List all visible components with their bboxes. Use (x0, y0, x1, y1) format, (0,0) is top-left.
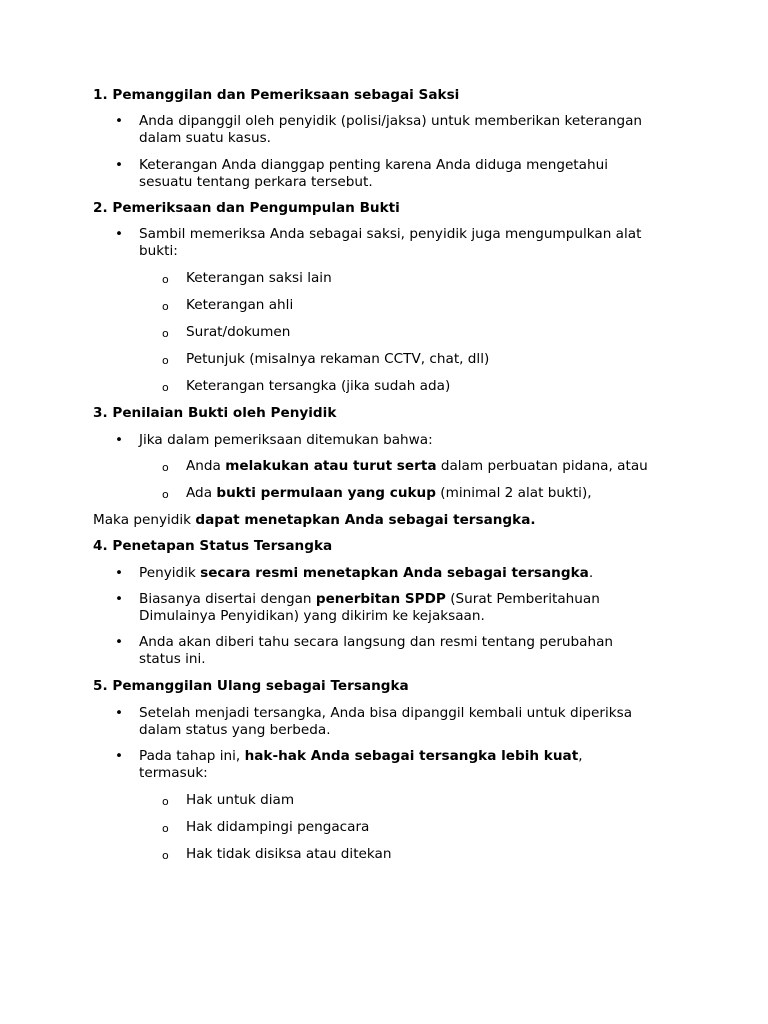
sub-item-text: Hak untuk diam (186, 792, 295, 808)
sub-bullet-mark: o (162, 795, 169, 808)
sub-bullet-mark: o (162, 354, 169, 367)
bullet-line-2: Dimulainya Penyidikan) yang dikirim ke kejaksaan. (139, 608, 485, 624)
bullet-pre: Biasanya disertai dengan (139, 591, 316, 607)
conclusion-bold: dapat menetapkan Anda sebagai tersangka. (195, 512, 536, 528)
bullet-mark: • (115, 432, 124, 448)
sub-item-text: Keterangan tersangka (jika sudah ada) (186, 378, 451, 394)
sub-bullet-mark: o (162, 822, 169, 835)
bullet-post: . (588, 565, 594, 581)
bullet-line-1: Anda dipanggil oleh penyidik (polisi/jaksa) untuk memberikan keterangan (139, 113, 643, 129)
sub-item-bold: bukti permulaan yang cukup (216, 485, 436, 501)
section-3-heading: 3. Penilaian Bukti oleh Penyidik (93, 405, 337, 421)
bullet-post: (Surat Pemberitahuan (445, 591, 600, 607)
section-3-conclusion (93, 512, 536, 529)
bullet-mark: • (115, 565, 124, 581)
bullet-line-2: bukti: (139, 243, 178, 259)
bullet-line-2: dalam status yang berbeda. (139, 722, 331, 738)
bullet-post: , (578, 748, 583, 764)
bullet-mark: • (115, 634, 124, 650)
sub-item-text: Hak tidak disiksa atau ditekan (186, 846, 392, 862)
bullet-mark: • (115, 226, 124, 242)
bullet-mark: • (115, 591, 124, 607)
conclusion-pre: Maka penyidik (93, 512, 196, 528)
sub-item-text: Keterangan saksi lain (186, 270, 332, 286)
bullet-bold: penerbitan SPDP (315, 591, 446, 607)
bullet-mark: • (115, 705, 124, 721)
bullet-pre: Pada tahap ini, (139, 748, 245, 764)
bullet-mark: • (115, 113, 124, 129)
sub-bullet-mark: o (162, 849, 169, 862)
bullet-line-1: Anda akan diberi tahu secara langsung dan resmi tentang perubahan (139, 634, 614, 650)
bullet-mark: • (115, 748, 124, 764)
sub-item-text: Surat/dokumen (186, 324, 291, 340)
bullet-line-2: dalam suatu kasus. (139, 130, 271, 146)
sub-bullet-mark: o (162, 381, 169, 394)
bullet-line-1: Setelah menjadi tersangka, Anda bisa dipanggil kembali untuk diperiksa (139, 705, 633, 721)
bullet-line-1: Sambil memeriksa Anda sebagai saksi, penyidik juga mengumpulkan alat (139, 226, 642, 242)
sub-item-text: Keterangan ahli (186, 297, 294, 313)
bullet-mark: • (115, 157, 124, 173)
sub-item-pre: Anda (186, 458, 226, 474)
sub-item-bold: melakukan atau turut serta (225, 458, 437, 474)
sub-bullet-mark: o (162, 300, 169, 313)
sub-item-post: dalam perbuatan pidana, atau (436, 458, 648, 474)
bullet-pre: Penyidik (139, 565, 201, 581)
sub-bullet-mark: o (162, 273, 169, 286)
sub-item-pre: Ada (186, 485, 217, 501)
sub-item-text: Petunjuk (misalnya rekaman CCTV, chat, dll) (186, 351, 490, 367)
bullet-line-2: status ini. (139, 651, 206, 667)
bullet-bold: hak-hak Anda sebagai tersangka lebih kuat (244, 748, 579, 764)
section-2-heading: 2. Pemeriksaan dan Pengumpulan Bukti (93, 200, 400, 216)
bullet-line-1: Keterangan Anda dianggap penting karena Anda diduga mengetahui (139, 157, 608, 173)
sub-item-post: (minimal 2 alat bukti), (435, 485, 592, 501)
bullet-bold: secara resmi menetapkan Anda sebagai tersangka (200, 565, 589, 581)
sub-bullet-mark: o (162, 461, 169, 474)
sub-item-text: Hak didampingi pengacara (186, 819, 370, 835)
section-4-heading: 4. Penetapan Status Tersangka (93, 538, 333, 554)
bullet-line-2: sesuatu tentang perkara tersebut. (139, 174, 373, 190)
bullet-line-1: Jika dalam pemeriksaan ditemukan bahwa: (139, 432, 433, 448)
sub-bullet-mark: o (162, 488, 169, 501)
section-5-heading: 5. Pemanggilan Ulang sebagai Tersangka (93, 678, 409, 694)
bullet-line-2: termasuk: (139, 765, 208, 781)
section-1-heading: 1. Pemanggilan dan Pemeriksaan sebagai Saksi (93, 87, 460, 103)
sub-bullet-mark: o (162, 327, 169, 340)
